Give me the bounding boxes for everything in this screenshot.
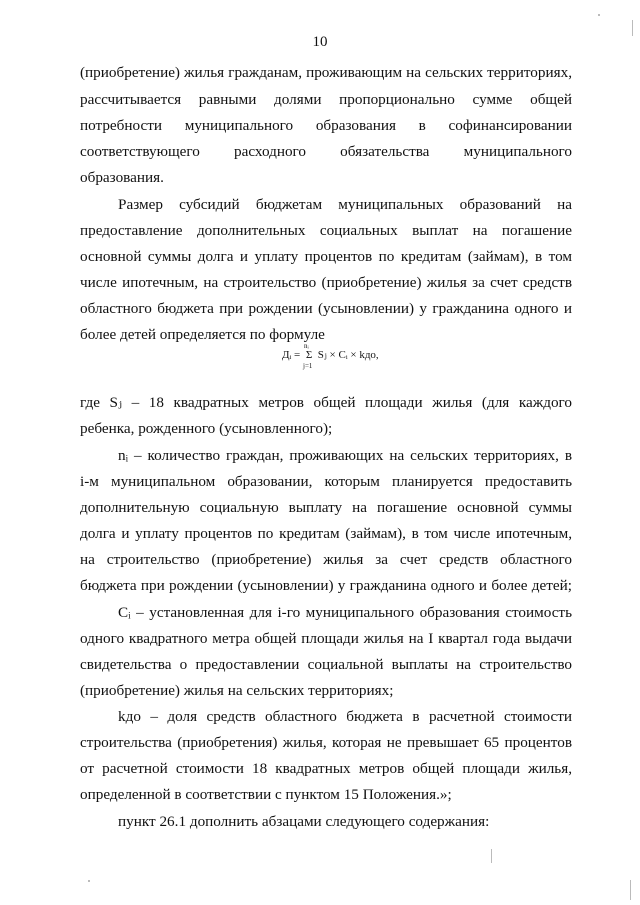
text-line: пункт 26.1 дополнить абзацами следующего содержания: bbox=[118, 813, 490, 830]
text-line: строительства (приобретения) жилья, которая не превышает 65 процентов bbox=[80, 734, 572, 751]
text-line: (приобретение) жилья гражданам, проживающим на сельских территориях, bbox=[80, 64, 572, 81]
formula-sum-lower: j=1 bbox=[303, 362, 313, 370]
text-line: соответствующего расходного обязательства муниципального bbox=[80, 143, 572, 160]
formula-sum-symbol: Σ bbox=[305, 349, 313, 361]
text-line: где Sⱼ – 18 квадратных метров общей площади жилья (для каждого bbox=[80, 394, 572, 411]
text-line: потребности муниципального образования в софинансировании bbox=[80, 117, 572, 134]
text-line: основной суммы долга и уплату процентов по кредитам (займам), в том bbox=[80, 248, 572, 265]
scan-mark bbox=[630, 880, 631, 900]
formula-sum-upper: nᵢ bbox=[304, 342, 309, 350]
formula-rhs: Sⱼ × Cᵢ × kдо, bbox=[317, 349, 379, 361]
text-line: образования. bbox=[80, 169, 164, 186]
text-line: Размер субсидий бюджетам муниципальных образований на bbox=[118, 196, 572, 213]
formula-sum bbox=[303, 342, 315, 370]
text-line: определенной в соответствии с пунктом 15 Положения.»; bbox=[80, 786, 452, 803]
text-line: рассчитывается равными долями пропорционально сумме общей bbox=[80, 91, 572, 108]
scan-mark bbox=[491, 849, 492, 863]
text-line: (приобретение) жилья на сельских территориях; bbox=[80, 682, 394, 699]
text-line: свидетельства о предоставлении социальной выплаты на строительство bbox=[80, 656, 572, 673]
scan-mark bbox=[632, 20, 633, 36]
formula bbox=[282, 342, 379, 370]
text-line: дополнительную социальную выплату на погашение основной суммы bbox=[80, 499, 572, 516]
text-line: бюджета при рождении (усыновлении) у гражданина одного и более детей; bbox=[80, 577, 572, 594]
text-line: nᵢ – количество граждан, проживающих на сельских территориях, в bbox=[118, 447, 572, 464]
formula-lhs: Дᵢ = bbox=[282, 349, 301, 361]
scan-mark bbox=[598, 14, 600, 16]
text-line: числе ипотечным, на строительство (приобретение) жилья за счет средств bbox=[80, 274, 572, 291]
text-line: более детей определяется по формуле bbox=[80, 326, 325, 343]
text-line: ребенка, рожденного (усыновленного); bbox=[80, 420, 333, 437]
text-line: областного бюджета при рождении (усыновлении) у гражданина одного и bbox=[80, 300, 572, 317]
text-line: одного квадратного метра общей площади жилья на I квартал года выдачи bbox=[80, 630, 572, 647]
page-number: 10 bbox=[312, 34, 328, 50]
text-line: i-м муниципальном образовании, которым планируется предоставить bbox=[80, 473, 572, 490]
text-line: от расчетной стоимости 18 квадратных метров общей площади жилья, bbox=[80, 760, 572, 777]
text-line: предоставление дополнительных социальных выплат на погашение bbox=[80, 222, 572, 239]
text-line: kдо – доля средств областного бюджета в расчетной стоимости bbox=[118, 708, 572, 725]
text-line: долга и уплату процентов по кредитам (займам), в том числе ипотечным, bbox=[80, 525, 572, 542]
text-line: Cᵢ – установленная для i-го муниципального образования стоимость bbox=[118, 604, 572, 621]
text-line: на строительство (приобретение) жилья за счет средств областного bbox=[80, 551, 572, 568]
scan-mark bbox=[88, 880, 90, 882]
